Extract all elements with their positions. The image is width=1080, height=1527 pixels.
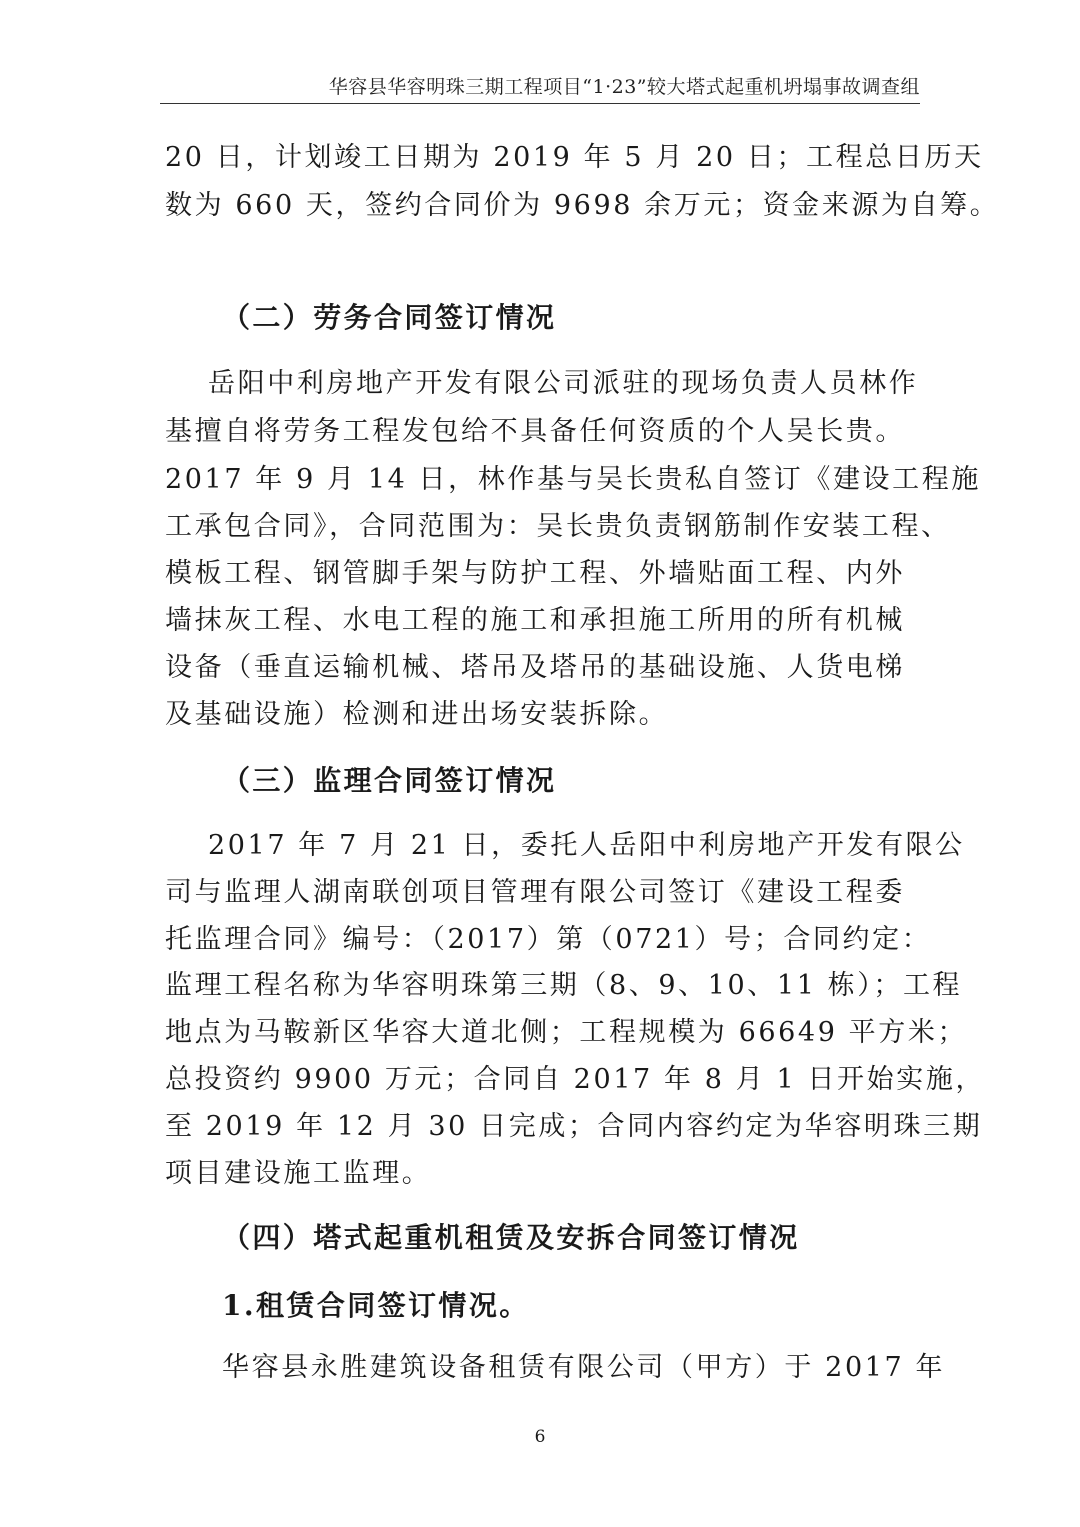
paragraph-line: 至 2019 年 12 月 30 日完成；合同内容约定为华容明珠三期 <box>165 1111 983 1142</box>
paragraph-line: 总投资约 9900 万元；合同自 2017 年 8 月 1 日开始实施， <box>165 1064 986 1095</box>
running-header: 华容县华容明珠三期工程项目“1·23”较大塔式起重机坍塌事故调查组 <box>328 76 920 98</box>
paragraph-line: 及基础设施）检测和进出场安装拆除。 <box>165 699 669 730</box>
subsection-heading-lease-contract: 1.租赁合同签订情况。 <box>222 1289 530 1322</box>
page-number: 6 <box>534 1427 546 1447</box>
section-heading-crane-contract: （四）塔式起重机租赁及安拆合同签订情况 <box>222 1221 800 1254</box>
section-heading-supervision-contract: （三）监理合同签订情况 <box>222 764 557 797</box>
paragraph-line: 项目建设施工监理。 <box>165 1158 432 1189</box>
paragraph-line: 托监理合同》编号：（2017）第（0721）号；合同约定： <box>165 924 932 955</box>
paragraph-line: 2017 年 9 月 14 日，林作基与吴长贵私自签订《建设工程施 <box>165 464 981 495</box>
paragraph-line: 基擅自将劳务工程发包给不具备任何资质的个人吴长贵。 <box>165 416 905 447</box>
paragraph-line: 华容县永胜建筑设备租赁有限公司（甲方）于 2017 年 <box>222 1352 946 1383</box>
paragraph-line: 20 日，计划竣工日期为 2019 年 5 月 20 日；工程总日历天 <box>165 142 984 173</box>
paragraph-line: 地点为马鞍新区华容大道北侧；工程规模为 66649 平方米； <box>165 1017 968 1048</box>
paragraph-line: 数为 660 天，签约合同价为 9698 余万元；资金来源为自筹。 <box>165 190 1000 221</box>
paragraph-line: 岳阳中利房地产开发有限公司派驻的现场负责人员林作 <box>208 368 919 399</box>
paragraph-line: 设备（垂直运输机械、塔吊及塔吊的基础设施、人货电梯 <box>165 652 905 683</box>
paragraph-line: 模板工程、钢管脚手架与防护工程、外墙贴面工程、内外 <box>165 558 905 589</box>
paragraph-line: 司与监理人湖南联创项目管理有限公司签订《建设工程委 <box>165 877 905 908</box>
header-divider <box>160 103 920 104</box>
paragraph-line: 工承包合同》，合同范围为：吴长贵负责钢筋制作安装工程、 <box>165 511 951 542</box>
section-heading-labor-contract: （二）劳务合同签订情况 <box>222 301 557 334</box>
paragraph-line: 监理工程名称为华容明珠第三期（8、9、10、11 栋）；工程 <box>165 970 963 1001</box>
paragraph-line: 墙抹灰工程、水电工程的施工和承担施工所用的所有机械 <box>165 605 905 636</box>
paragraph-line: 2017 年 7 月 21 日，委托人岳阳中利房地产开发有限公 <box>208 830 965 861</box>
